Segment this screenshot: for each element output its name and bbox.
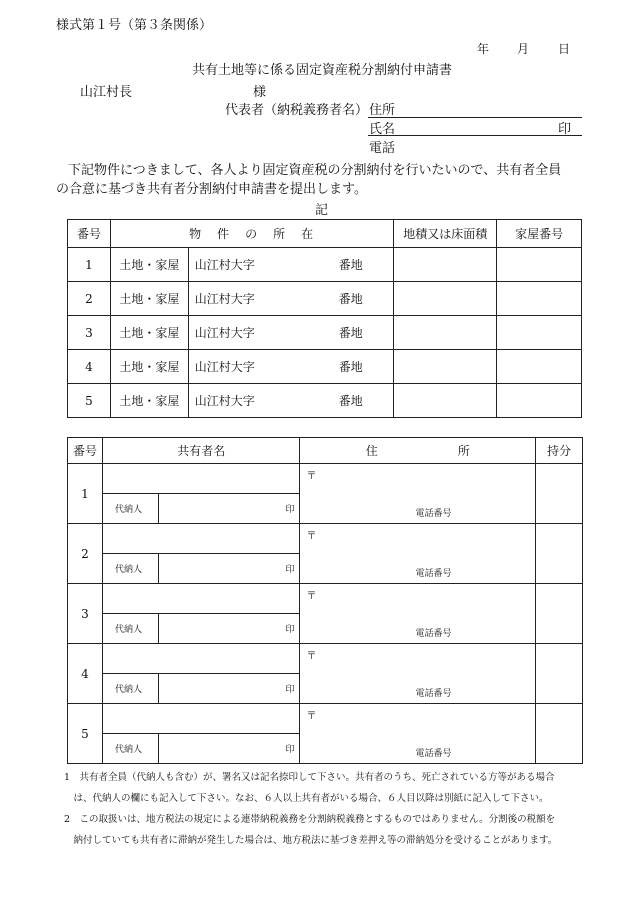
postal-mark: 〒 (306, 531, 317, 542)
phone-number-label: 電話番号 (415, 569, 452, 579)
owner-share-cell[interactable] (536, 704, 583, 764)
address-label: 住所 (369, 103, 396, 118)
property-house-number-cell[interactable] (497, 248, 582, 282)
phone-number-label: 電話番号 (415, 749, 452, 759)
property-area-cell[interactable] (394, 316, 497, 350)
header-location: 物 件 の 所 在 (110, 220, 394, 248)
note-2-line1: 2 この取扱いは、地方税法の規定による連帯納税義務を分割納税義務とするものではありません。分割後の税額を (64, 814, 556, 825)
document-title: 共有土地等に係る固定資産税分割納付申請書 (192, 63, 453, 78)
owner-row (68, 644, 583, 674)
body-paragraph-line2: の合意に基づき共有者分割納付申請書を提出します。 (56, 182, 367, 197)
agent-seal-label: 印 (285, 565, 295, 575)
note-2-line2: 納付していても共有者に滞納が発生した場合は、地方税法に基づき差押え等の滞納処分を受けることがあります。 (64, 835, 558, 846)
form-number: 様式第１号（第３条関係） (56, 18, 213, 33)
property-village: 山江村大字 (194, 326, 255, 340)
property-house-number-cell[interactable] (497, 384, 582, 418)
property-house-number-cell[interactable] (497, 350, 582, 384)
owner-row-number: 5 (68, 704, 103, 764)
address-line[interactable] (368, 117, 582, 118)
owner-name-cell[interactable] (102, 584, 300, 614)
property-location-cell[interactable] (188, 316, 394, 350)
header-owner-number: 番号 (68, 438, 103, 464)
date-year-label: 年 (477, 42, 490, 56)
owner-name-cell[interactable] (102, 644, 300, 674)
agent-seal-label: 印 (285, 625, 295, 635)
property-banchi: 番地 (338, 326, 363, 340)
seal-label: 印 (558, 122, 572, 137)
owner-table-header (68, 438, 583, 464)
property-table-header (68, 220, 582, 248)
property-house-number-cell[interactable] (497, 282, 582, 316)
property-row-number: 5 (68, 384, 111, 418)
header-number: 番号 (68, 220, 111, 248)
property-row-number: 2 (68, 282, 111, 316)
property-village: 山江村大字 (194, 292, 255, 306)
date-month-label: 月 (517, 42, 530, 56)
property-village: 山江村大字 (194, 394, 255, 408)
header-owner-name: 共有者名 (102, 438, 300, 464)
owner-share-cell[interactable] (536, 584, 583, 644)
addressee: 山江村長 (80, 85, 133, 100)
postal-mark: 〒 (306, 651, 317, 662)
agent-seal-cell[interactable] (158, 494, 300, 524)
property-row (68, 350, 582, 384)
date-day-label: 日 (558, 42, 571, 56)
owner-row-number: 3 (68, 584, 103, 644)
header-address-right: 所 (457, 444, 470, 458)
property-village: 山江村大字 (194, 258, 255, 272)
owner-row (68, 584, 583, 614)
property-type: 土地・家屋 (110, 316, 188, 350)
property-banchi: 番地 (338, 292, 363, 306)
owner-row (68, 704, 583, 734)
owner-row-number: 4 (68, 644, 103, 704)
owner-row (68, 464, 583, 494)
owner-name-cell[interactable] (102, 524, 300, 554)
property-table (67, 219, 582, 418)
owner-row (68, 524, 583, 554)
phone-number-label: 電話番号 (415, 509, 452, 519)
property-row-number: 3 (68, 316, 111, 350)
property-location-cell[interactable] (188, 248, 394, 282)
note-1-line1: 1 共有者全員（代納人も含む）が、署名又は記名捺印して下さい。共有者のうち、死亡されている方等がある場合 (64, 772, 555, 783)
property-row (68, 316, 582, 350)
property-row (68, 384, 582, 418)
property-type: 土地・家屋 (110, 248, 188, 282)
agent-seal-cell[interactable] (158, 674, 300, 704)
header-share: 持分 (536, 438, 583, 464)
property-row-number: 4 (68, 350, 111, 384)
agent-label: 代納人 (102, 674, 158, 704)
agent-seal-label: 印 (285, 685, 295, 695)
owner-address-cell[interactable] (300, 524, 536, 584)
property-area-cell[interactable] (394, 248, 497, 282)
agent-seal-label: 印 (285, 745, 295, 755)
agent-label: 代納人 (102, 734, 158, 764)
agent-seal-cell[interactable] (158, 614, 300, 644)
owner-share-cell[interactable] (536, 644, 583, 704)
agent-seal-cell[interactable] (158, 554, 300, 584)
honorific: 様 (253, 85, 267, 100)
owner-name-cell[interactable] (102, 704, 300, 734)
postal-mark: 〒 (306, 591, 317, 602)
postal-mark: 〒 (306, 711, 317, 722)
property-area-cell[interactable] (394, 384, 497, 418)
header-address-left: 住 (365, 444, 378, 458)
note-1-line2: は、代納人の欄にも記入して下さい。なお、６人以上共有者がいる場合、６人目以降は別紙に記入して下さい。 (64, 793, 549, 804)
name-label: 氏名 (369, 122, 396, 137)
property-area-cell[interactable] (394, 282, 497, 316)
owner-address-cell[interactable] (300, 584, 536, 644)
owner-row-number: 2 (68, 524, 103, 584)
property-row (68, 248, 582, 282)
ki-label: 記 (315, 203, 329, 218)
phone-label: 電話 (369, 141, 396, 156)
property-row (68, 282, 582, 316)
owner-row-number: 1 (68, 464, 103, 524)
agent-seal-label: 印 (285, 505, 295, 515)
property-area-cell[interactable] (394, 350, 497, 384)
owner-name-cell[interactable] (102, 464, 300, 494)
owner-table (67, 437, 583, 764)
property-banchi: 番地 (338, 360, 363, 374)
header-area: 地積又は床面積 (394, 220, 497, 248)
agent-label: 代納人 (102, 614, 158, 644)
property-type: 土地・家屋 (110, 350, 188, 384)
header-owner-address (300, 438, 536, 464)
property-banchi: 番地 (338, 258, 363, 272)
property-village: 山江村大字 (194, 360, 255, 374)
representative-label: 代表者（納税義務者名） (225, 103, 369, 118)
owner-address-cell[interactable] (300, 644, 536, 704)
owner-share-cell[interactable] (536, 464, 583, 524)
property-house-number-cell[interactable] (497, 316, 582, 350)
property-banchi: 番地 (338, 394, 363, 408)
body-paragraph-line1: 下記物件につきまして、各人より固定資産税の分割納付を行いたいので、共有者全員 (68, 163, 562, 178)
header-house-number: 家屋番号 (497, 220, 582, 248)
property-location-cell[interactable] (188, 384, 394, 418)
postal-mark: 〒 (306, 471, 317, 482)
name-line[interactable] (368, 135, 582, 136)
owner-address-cell[interactable] (300, 464, 536, 524)
owner-address-cell[interactable] (300, 704, 536, 764)
property-row-number: 1 (68, 248, 111, 282)
property-type: 土地・家屋 (110, 282, 188, 316)
agent-seal-cell[interactable] (158, 734, 300, 764)
agent-label: 代納人 (102, 554, 158, 584)
phone-number-label: 電話番号 (415, 629, 452, 639)
phone-number-label: 電話番号 (415, 689, 452, 699)
property-location-cell[interactable] (188, 282, 394, 316)
agent-label: 代納人 (102, 494, 158, 524)
owner-share-cell[interactable] (536, 524, 583, 584)
property-type: 土地・家屋 (110, 384, 188, 418)
property-location-cell[interactable] (188, 350, 394, 384)
